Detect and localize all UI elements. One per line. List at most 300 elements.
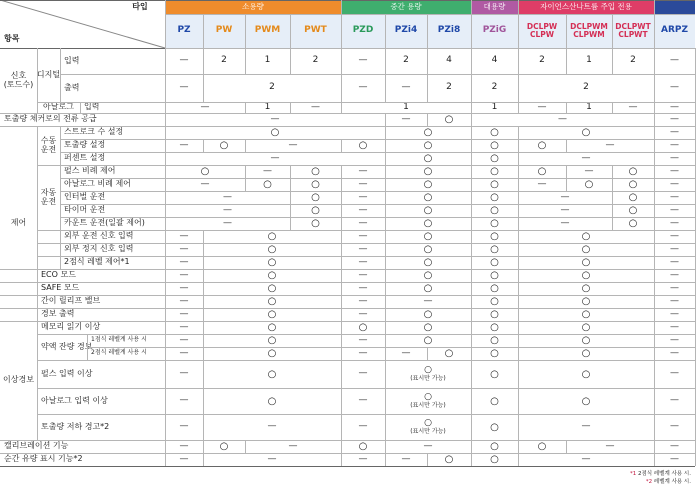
- grid-line: [385, 48, 386, 74]
- external-start-label: 외부 운전 신호 입력: [64, 231, 134, 241]
- grid-line: [471, 414, 472, 440]
- grid-line: [203, 360, 204, 388]
- grid-line: [165, 256, 695, 257]
- grid-line: [471, 113, 472, 126]
- feature-mark: —: [654, 414, 695, 440]
- feature-mark: ○: [518, 243, 654, 256]
- digital-label: 디지털: [36, 69, 61, 79]
- grid-line: [60, 126, 61, 269]
- grid-line: [341, 321, 342, 334]
- grid-line: [245, 440, 246, 453]
- feature-mark: —: [165, 440, 203, 453]
- feature-mark: ○: [471, 295, 518, 308]
- header-diagonal: [0, 0, 165, 48]
- grid-line: [654, 230, 655, 243]
- grid-line: [165, 269, 695, 270]
- percent-setting-label: 퍼센트 설정: [64, 153, 106, 163]
- feature-mark: ○: [612, 217, 654, 230]
- feature-mark: ○: [385, 230, 471, 243]
- grid-line: [427, 347, 428, 360]
- calibration-label: 캘리브레이션 기능: [4, 441, 69, 451]
- grid-line: [654, 282, 655, 295]
- feature-mark: —: [518, 453, 654, 466]
- grid-line: [385, 191, 386, 204]
- grid-line: [566, 102, 567, 113]
- feature-mark: ○: [427, 453, 471, 466]
- grid-line: [385, 388, 386, 414]
- feature-mark: ○: [203, 256, 341, 269]
- feature-mark: ○: [518, 295, 654, 308]
- feature-mark: —: [341, 217, 385, 230]
- grid-line: [518, 230, 519, 243]
- grid-line: [518, 217, 519, 230]
- grid-line: [165, 74, 695, 75]
- product-group-header: 대용량: [471, 0, 518, 14]
- grid-line: [518, 102, 519, 113]
- product-column-header: DCLPWM CLPWM: [566, 14, 612, 48]
- feature-mark: ○: [203, 321, 341, 334]
- feature-mark: —: [654, 282, 695, 295]
- level1-label: 1점식 레벨계 사용 시: [91, 336, 147, 344]
- grid-line: [471, 321, 472, 334]
- grid-line: [341, 217, 342, 230]
- feature-mark: ○: [471, 204, 518, 217]
- feature-mark: —: [385, 74, 427, 102]
- grid-line: [566, 139, 567, 152]
- feature-mark: —: [165, 204, 290, 217]
- feature-mark: —: [654, 48, 695, 74]
- feature-mark: —: [518, 178, 566, 191]
- grid-line: [518, 453, 519, 466]
- grid-line: [341, 256, 342, 269]
- feature-mark: ○: [385, 217, 471, 230]
- safe-mode-label: SAFE 모드: [41, 283, 80, 293]
- grid-line: [612, 178, 613, 191]
- grid-line: [518, 308, 519, 321]
- grid-line: [654, 204, 655, 217]
- grid-line: [654, 152, 655, 165]
- grid-line: [341, 282, 342, 295]
- feature-mark: 2: [518, 74, 654, 102]
- feature-mark: 2: [427, 74, 471, 102]
- feature-mark: ○: [518, 308, 654, 321]
- feature-mark: ○: [290, 204, 341, 217]
- auto-operation-label: 자동 운전: [40, 187, 57, 206]
- feature-mark: ○: [203, 360, 341, 388]
- feature-mark: —: [385, 295, 471, 308]
- grid-line: [165, 48, 166, 74]
- feature-mark: ○: [290, 217, 341, 230]
- product-column-header: PWT: [290, 14, 341, 48]
- digital-input-label: 입력: [64, 55, 80, 65]
- feature-mark: —: [165, 74, 203, 102]
- product-column-header: PZi4: [385, 14, 427, 48]
- grid-line: [245, 178, 246, 191]
- grid-line: [165, 440, 695, 441]
- grid-line: [341, 360, 342, 388]
- feature-mark: ○: [341, 139, 385, 152]
- stroke-setting-label: 스트로크 수 설정: [64, 127, 124, 137]
- grid-line: [341, 440, 342, 453]
- grid-line: [341, 230, 342, 243]
- feature-mark: ○: [385, 178, 471, 191]
- grid-line: [471, 152, 472, 165]
- feature-mark: —: [654, 178, 695, 191]
- grid-line: [341, 48, 342, 74]
- feature-mark: ○: [290, 191, 341, 204]
- feature-mark: ○: [385, 191, 471, 204]
- feature-mark: —: [165, 453, 203, 466]
- grid-line: [341, 0, 342, 14]
- grid-line: [471, 360, 472, 388]
- grid-line: [471, 334, 472, 347]
- grid-line: [165, 440, 166, 453]
- feature-mark: —: [165, 178, 245, 191]
- grid-line: [427, 48, 428, 74]
- feature-mark: ○: [385, 334, 471, 347]
- feature-mark: —: [165, 334, 203, 347]
- grid-line: [245, 165, 246, 178]
- product-group-header: 중간 용량: [341, 0, 471, 14]
- feature-mark: —: [290, 102, 341, 113]
- feature-mark: ○: [203, 388, 341, 414]
- grid-line: [165, 243, 695, 244]
- product-group-header: 소용량: [165, 0, 341, 14]
- feature-mark: —: [654, 440, 695, 453]
- feature-mark: —: [654, 152, 695, 165]
- grid-line: [165, 191, 166, 204]
- grid-line: [518, 256, 519, 269]
- grid-line: [385, 414, 386, 440]
- feature-mark: 2: [203, 74, 341, 102]
- feature-mark: —: [165, 230, 203, 243]
- grid-line: [654, 321, 655, 334]
- feature-mark: —: [165, 269, 203, 282]
- grid-line: [518, 334, 519, 347]
- manual-operation-label: 수동 운전: [40, 135, 57, 154]
- grid-line: [341, 191, 342, 204]
- feature-mark: ○: [203, 295, 341, 308]
- grid-line: [471, 388, 472, 414]
- feature-mark: ○: [471, 217, 518, 230]
- grid-line: [385, 360, 386, 388]
- two-level-control-label: 2점식 레벨 제어*1: [64, 257, 130, 267]
- grid-line: [654, 308, 655, 321]
- grid-line: [203, 295, 204, 308]
- feature-mark: ○: [471, 269, 518, 282]
- grid-line: [341, 165, 342, 178]
- grid-line: [471, 74, 472, 102]
- feature-mark: ○: [385, 139, 471, 152]
- grid-line: [341, 102, 342, 113]
- feature-mark: ○: [385, 243, 471, 256]
- grid-line: [654, 295, 655, 308]
- feature-mark: ○: [471, 165, 518, 178]
- grid-line: [341, 453, 342, 466]
- interval-operation-label: 인터벌 운전: [64, 192, 106, 202]
- feature-mark: ○: [203, 243, 341, 256]
- grid-line: [471, 102, 472, 113]
- feature-mark: 1: [566, 48, 612, 74]
- grid-line: [518, 165, 519, 178]
- grid-line: [654, 191, 655, 204]
- grid-line: [654, 126, 655, 139]
- grid-line: [654, 113, 655, 126]
- feature-mark: ○: [385, 126, 471, 139]
- feature-mark: —: [518, 102, 566, 113]
- grid-line: [165, 414, 695, 415]
- grid-line: [203, 334, 204, 347]
- grid-line: [0, 0, 695, 1]
- product-column-header: PZ: [165, 14, 203, 48]
- grid-line: [165, 334, 166, 347]
- feature-mark: ○: [471, 256, 518, 269]
- alarm-output-label: 경보 출력: [41, 309, 75, 319]
- grid-line: [471, 440, 472, 453]
- grid-line: [654, 178, 655, 191]
- grid-line: [165, 113, 166, 126]
- grid-line: [165, 334, 695, 335]
- grid-line: [165, 453, 695, 454]
- grid-line: [427, 113, 428, 126]
- grid-line: [654, 0, 655, 14]
- feature-mark: ○: [471, 414, 518, 440]
- grid-line: [165, 204, 166, 217]
- feature-mark: [385, 360, 471, 388]
- feature-mark: ○: [566, 178, 612, 191]
- feature-mark: ○: [290, 165, 341, 178]
- grid-line: [612, 165, 613, 178]
- liquid-level-label: 약액 잔량 경보: [41, 341, 93, 351]
- feature-mark: —: [654, 74, 695, 102]
- analog-proportional-label: 아날로그 비례 제어: [64, 179, 131, 189]
- grid-line: [385, 178, 386, 191]
- grid-line: [566, 178, 567, 191]
- grid-line: [203, 321, 204, 334]
- feature-mark: —: [654, 388, 695, 414]
- feature-mark: ○: [385, 321, 471, 334]
- grid-line: [203, 74, 204, 102]
- grid-line: [165, 139, 166, 152]
- feature-mark: ○: [471, 139, 518, 152]
- feature-mark: —: [654, 165, 695, 178]
- feature-mark: 1: [341, 102, 471, 113]
- feature-mark: —: [165, 243, 203, 256]
- grid-line: [427, 74, 428, 102]
- grid-line: [165, 269, 166, 282]
- product-column-header: PWM: [245, 14, 290, 48]
- feature-mark: ○: [385, 269, 471, 282]
- type-header-label: 타입: [132, 1, 148, 11]
- grid-line: [471, 217, 472, 230]
- grid-line: [654, 414, 655, 440]
- grid-line: [165, 126, 166, 139]
- grid-line: [203, 230, 204, 243]
- grid-line: [165, 102, 166, 113]
- feature-mark: —: [654, 126, 695, 139]
- feature-mark: ○: [165, 126, 385, 139]
- feature-mark: —: [654, 453, 695, 466]
- grid-line: [203, 453, 204, 466]
- grid-line: [654, 453, 655, 466]
- product-column-header: PZi8: [427, 14, 471, 48]
- grid-line: [165, 204, 695, 205]
- grid-line: [518, 295, 519, 308]
- grid-line: [165, 152, 166, 165]
- grid-line: [654, 243, 655, 256]
- grid-line: [37, 321, 38, 440]
- grid-line: [654, 48, 655, 74]
- grid-line: [566, 440, 567, 453]
- grid-line: [165, 74, 166, 102]
- memory-error-label: 메모리 읽기 이상: [41, 322, 101, 332]
- feature-mark: —: [203, 453, 341, 466]
- pulse-proportional-label: 펄스 비례 제어: [64, 166, 116, 176]
- feature-mark: ○: [203, 440, 245, 453]
- feature-mark: ○: [518, 440, 566, 453]
- grid-line: [471, 178, 472, 191]
- feature-mark: ○: [471, 230, 518, 243]
- grid-line: [385, 347, 386, 360]
- grid-line: [471, 230, 472, 243]
- grid-line: [165, 217, 166, 230]
- feature-mark: —: [518, 152, 654, 165]
- grid-line: [471, 243, 472, 256]
- grid-line: [165, 139, 695, 140]
- grid-line: [341, 74, 342, 102]
- grid-line: [385, 321, 386, 334]
- feature-mark: —: [654, 191, 695, 204]
- external-stop-label: 외부 정지 신호 입력: [64, 244, 134, 254]
- grid-line: [471, 453, 472, 466]
- grid-line: [612, 102, 613, 113]
- grid-line: [385, 113, 386, 126]
- display-only-note: (표시만 가능): [410, 427, 446, 435]
- grid-line: [518, 74, 519, 102]
- grid-line: [385, 230, 386, 243]
- feature-mark: —: [165, 308, 203, 321]
- product-column-header: PZD: [341, 14, 385, 48]
- feature-mark: —: [341, 282, 385, 295]
- grid-line: [165, 230, 695, 231]
- feature-mark: ○: [471, 347, 518, 360]
- feature-mark: ○: [471, 152, 518, 165]
- grid-line: [203, 347, 204, 360]
- analog-input-error-label: 아날로그 입력 이상: [41, 395, 108, 405]
- feature-mark: —: [165, 256, 203, 269]
- feature-mark: ○: [203, 334, 341, 347]
- grid-line: [341, 269, 342, 282]
- grid-line: [341, 243, 342, 256]
- feature-mark: ○: [385, 308, 471, 321]
- feature-mark: ○: [203, 230, 341, 243]
- feature-mark: [385, 388, 471, 414]
- timer-operation-label: 타이머 운전: [64, 205, 106, 215]
- grid-line: [341, 178, 342, 191]
- feature-mark: —: [165, 360, 203, 388]
- grid-line: [518, 139, 519, 152]
- feature-mark: —: [518, 191, 612, 204]
- grid-line: [385, 204, 386, 217]
- control-group-label: 제어: [10, 218, 27, 228]
- feature-mark: ○: [471, 388, 518, 414]
- grid-line: [165, 295, 695, 296]
- grid-line: [341, 204, 342, 217]
- feature-mark: —: [654, 113, 695, 126]
- grid-line: [165, 178, 166, 191]
- grid-line: [471, 139, 472, 152]
- grid-line: [341, 334, 342, 347]
- grid-line: [654, 360, 655, 388]
- grid-line: [165, 126, 695, 127]
- feature-mark: —: [245, 139, 341, 152]
- grid-line: [654, 165, 655, 178]
- feature-mark: ○: [471, 126, 518, 139]
- feature-mark: ○: [471, 282, 518, 295]
- grid-line: [385, 165, 386, 178]
- feature-mark: ○: [203, 139, 245, 152]
- grid-line: [518, 126, 519, 139]
- feature-mark: —: [654, 347, 695, 360]
- grid-line: [165, 321, 166, 334]
- feature-mark: ○: [612, 204, 654, 217]
- grid-line: [165, 295, 166, 308]
- feature-mark: 2: [612, 48, 654, 74]
- grid-line: [471, 256, 472, 269]
- feature-mark: —: [165, 321, 203, 334]
- grid-line: [165, 165, 166, 178]
- grid-line: [165, 256, 166, 269]
- feature-mark: ○: [427, 347, 471, 360]
- analog-input-label: 입력: [84, 102, 100, 112]
- product-column-header: ARPZ: [654, 14, 695, 48]
- feature-mark: ○: [518, 139, 566, 152]
- feature-mark: ○: [518, 256, 654, 269]
- grid-line: [203, 139, 204, 152]
- footnote: [630, 469, 691, 477]
- feature-mark: ○: [341, 321, 385, 334]
- feature-mark: —: [165, 347, 203, 360]
- grid-line: [518, 48, 519, 74]
- grid-line: [471, 282, 472, 295]
- feature-mark: ○: [471, 178, 518, 191]
- feature-mark-symbol: ○: [424, 391, 432, 402]
- grid-line: [203, 48, 204, 74]
- grid-line: [341, 388, 342, 414]
- grid-line: [385, 269, 386, 282]
- analog-label: 아날로그: [43, 102, 74, 112]
- feature-mark-symbol: ○: [424, 417, 432, 428]
- grid-line: [471, 295, 472, 308]
- grid-line: [385, 334, 386, 347]
- feature-mark: ○: [245, 178, 290, 191]
- feature-mark: —: [341, 334, 385, 347]
- grid-line: [165, 282, 695, 283]
- feature-mark: —: [165, 282, 203, 295]
- footnote-marker: *1: [630, 471, 637, 477]
- product-column-header: DCLPW CLPW: [518, 14, 566, 48]
- feature-mark: —: [654, 102, 695, 113]
- level2-label: 2점식 레벨계 사용 시: [91, 349, 147, 357]
- feature-mark: ○: [518, 269, 654, 282]
- feature-mark: —: [518, 217, 612, 230]
- feature-mark: —: [654, 295, 695, 308]
- feature-mark: —: [566, 440, 654, 453]
- grid-line: [165, 113, 695, 114]
- grid-line: [385, 440, 386, 453]
- feature-mark: —: [654, 204, 695, 217]
- grid-line: [165, 321, 695, 322]
